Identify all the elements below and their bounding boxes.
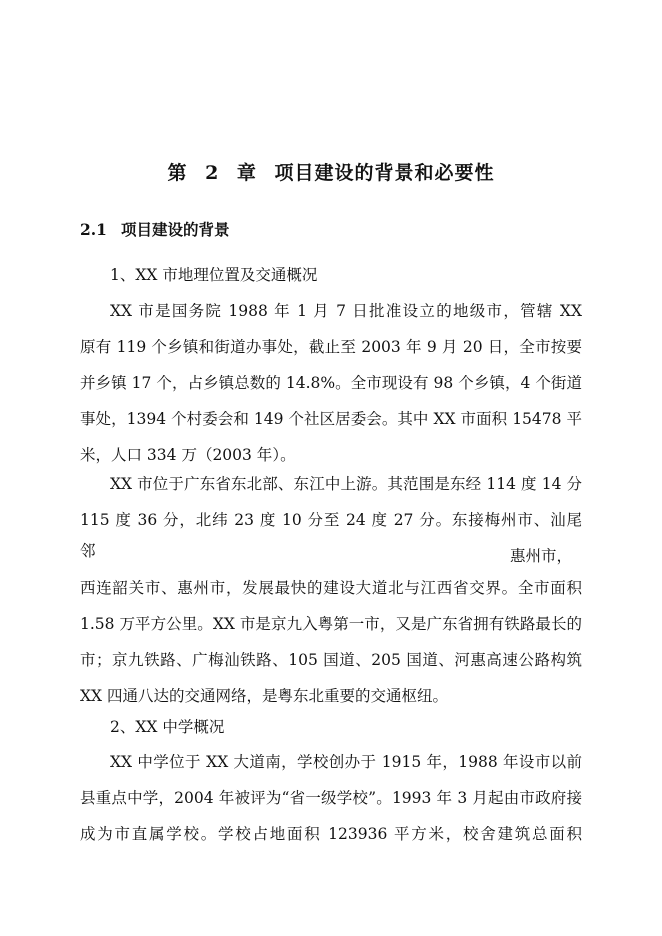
paragraph-line: 原有 119 个乡镇和街道办事处，截止至 2003 年 9 月 20 日，全市按要 bbox=[80, 338, 582, 356]
subsection-title: 1、XX 市地理位置及交通概况 bbox=[110, 266, 318, 284]
paragraph-line: 115 度 36 分，北纬 23 度 10 分至 24 度 27 分。东接梅州市、汕尾 bbox=[80, 511, 582, 529]
section-number: 2.1 bbox=[80, 220, 107, 239]
subsection-title: 2、XX 中学概况 bbox=[110, 718, 225, 736]
paragraph-line: 西连韶关市、惠州市，发展最快的建设大道北与江西省交界。全市面积 bbox=[80, 579, 582, 597]
paragraph-line: 1.58 万平方公里。XX 市是京九入粤第一市，又是广东省拥有铁路最长的 bbox=[80, 615, 582, 633]
paragraph-line: 成为市直属学校。学校占地面积 123936 平方米，校舍建筑总面积 bbox=[80, 825, 582, 843]
paragraph-fragment: 惠州市， bbox=[510, 547, 573, 565]
paragraph-line: 并乡镇 17 个，占乡镇总数的 14.8%。全市现设有 98 个乡镇，4 个街道 bbox=[80, 374, 582, 392]
section-title: 项目建设的背景 bbox=[120, 220, 230, 239]
paragraph-line: 市；京九铁路、广梅汕铁路、105 国道、205 国道、河惠高速公路构筑 bbox=[80, 651, 582, 669]
paragraph-line: XX 中学位于 XX 大道南，学校创办于 1915 年，1988 年设市以前 bbox=[110, 753, 582, 771]
paragraph-line: 事处，1394 个村委会和 149 个社区居委会。其中 XX 市面积 15478 平 bbox=[80, 410, 582, 428]
paragraph-line: XX 市是国务院 1988 年 1 月 7 日批准设立的地级市，管辖 XX bbox=[110, 302, 582, 320]
paragraph-line: 邻 bbox=[80, 542, 96, 560]
paragraph-line: XX 四通八达的交通网络，是粤东北重要的交通枢纽。 bbox=[80, 687, 448, 705]
paragraph-line: 米，人口 334 万（2003 年）。 bbox=[80, 446, 296, 464]
paragraph-line: XX 市位于广东省东北部、东江中上游。其范围是东经 114 度 14 分 bbox=[110, 475, 582, 493]
chapter-title: 第 2 章 项目建设的背景和必要性 bbox=[167, 162, 495, 184]
section-heading bbox=[80, 218, 229, 240]
paragraph-line: 县重点中学，2004 年被评为“省一级学校”。1993 年 3 月起由市政府接 bbox=[80, 789, 582, 807]
